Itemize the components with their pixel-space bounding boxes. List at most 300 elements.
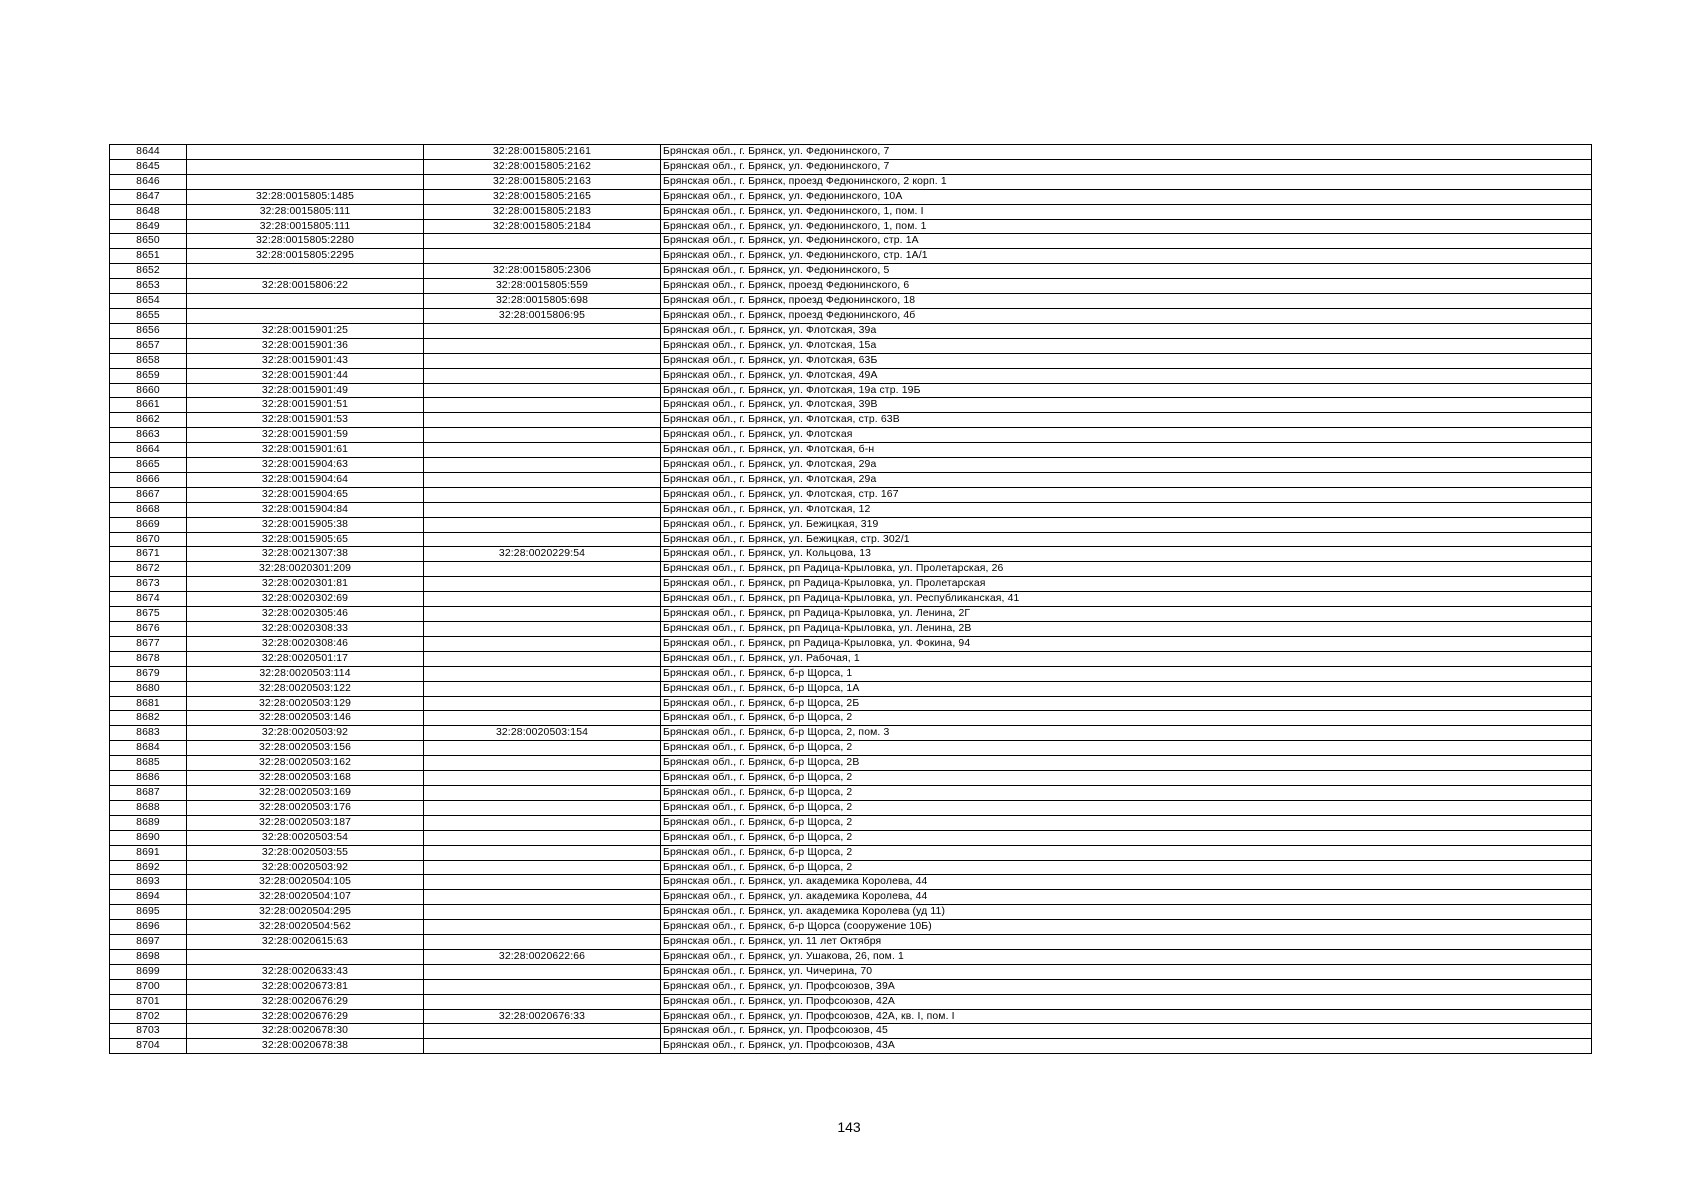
cadastral-number-cell: 32:28:0020676:29 — [187, 1009, 424, 1024]
table-row — [110, 1024, 1592, 1039]
cadastral-number-cell: 32:28:0020503:146 — [187, 711, 424, 726]
related-cadastral-number-cell — [424, 592, 661, 607]
table-row — [110, 666, 1592, 681]
address-cell: Брянская обл., г. Брянск, б-р Щорса, 2 — [661, 711, 1592, 726]
table-row — [110, 428, 1592, 443]
cadastral-number-cell: 32:28:0015905:38 — [187, 517, 424, 532]
cadastral-number-cell: 32:28:0015805:111 — [187, 219, 424, 234]
row-number-cell: 8659 — [110, 368, 187, 383]
related-cadastral-number-cell — [424, 681, 661, 696]
row-number-cell: 8691 — [110, 845, 187, 860]
row-number-cell: 8661 — [110, 398, 187, 413]
row-number-cell: 8666 — [110, 472, 187, 487]
address-cell: Брянская обл., г. Брянск, рп Радица-Крыловка, ул. Пролетарская, 26 — [661, 562, 1592, 577]
related-cadastral-number-cell: 32:28:0015805:2184 — [424, 219, 661, 234]
table-row — [110, 726, 1592, 741]
cadastral-number-cell: 32:28:0015901:43 — [187, 353, 424, 368]
related-cadastral-number-cell — [424, 458, 661, 473]
table-row — [110, 532, 1592, 547]
table-row — [110, 562, 1592, 577]
table-row — [110, 920, 1592, 935]
related-cadastral-number-cell: 32:28:0015805:2161 — [424, 145, 661, 160]
related-cadastral-number-cell — [424, 517, 661, 532]
cadastral-number-cell: 32:28:0020504:562 — [187, 920, 424, 935]
cadastral-number-cell: 32:28:0020503:129 — [187, 696, 424, 711]
row-number-cell: 8695 — [110, 905, 187, 920]
table-row — [110, 607, 1592, 622]
related-cadastral-number-cell — [424, 472, 661, 487]
related-cadastral-number-cell: 32:28:0015805:2306 — [424, 264, 661, 279]
cadastral-number-cell: 32:28:0020503:168 — [187, 771, 424, 786]
address-cell: Брянская обл., г. Брянск, ул. Флотская, б-н — [661, 443, 1592, 458]
cadastral-number-cell: 32:28:0015805:111 — [187, 204, 424, 219]
related-cadastral-number-cell — [424, 368, 661, 383]
cadastral-number-cell: 32:28:0020301:81 — [187, 577, 424, 592]
address-cell: Брянская обл., г. Брянск, ул. академика Королева, 44 — [661, 890, 1592, 905]
cadastral-number-cell: 32:28:0015901:25 — [187, 323, 424, 338]
related-cadastral-number-cell — [424, 398, 661, 413]
address-cell: Брянская обл., г. Брянск, ул. Флотская, 15а — [661, 338, 1592, 353]
address-cell: Брянская обл., г. Брянск, ул. Флотская, стр. 167 — [661, 487, 1592, 502]
related-cadastral-number-cell — [424, 502, 661, 517]
table-row — [110, 517, 1592, 532]
related-cadastral-number-cell: 32:28:0015805:698 — [424, 294, 661, 309]
cadastral-number-cell: 32:28:0015805:2280 — [187, 234, 424, 249]
cadastral-number-cell: 32:28:0015904:64 — [187, 472, 424, 487]
table-row — [110, 622, 1592, 637]
address-cell: Брянская обл., г. Брянск, проезд Федюнинского, 6 — [661, 279, 1592, 294]
cadastral-number-cell: 32:28:0020305:46 — [187, 607, 424, 622]
table-row — [110, 771, 1592, 786]
page-number: 143 — [837, 1119, 861, 1135]
row-number-cell: 8682 — [110, 711, 187, 726]
row-number-cell: 8674 — [110, 592, 187, 607]
table-row — [110, 249, 1592, 264]
related-cadastral-number-cell — [424, 651, 661, 666]
cadastral-number-cell: 32:28:0020503:162 — [187, 756, 424, 771]
row-number-cell: 8702 — [110, 1009, 187, 1024]
related-cadastral-number-cell — [424, 711, 661, 726]
cadastral-number-cell — [187, 949, 424, 964]
row-number-cell: 8670 — [110, 532, 187, 547]
address-cell: Брянская обл., г. Брянск, ул. Кольцова, 13 — [661, 547, 1592, 562]
related-cadastral-number-cell — [424, 860, 661, 875]
table-row — [110, 785, 1592, 800]
row-number-cell: 8645 — [110, 159, 187, 174]
table-row — [110, 756, 1592, 771]
related-cadastral-number-cell — [424, 845, 661, 860]
table-row — [110, 905, 1592, 920]
table-row — [110, 935, 1592, 950]
row-number-cell: 8675 — [110, 607, 187, 622]
address-cell: Брянская обл., г. Брянск, б-р Щорса, 2 — [661, 800, 1592, 815]
address-cell: Брянская обл., г. Брянск, ул. Бежицкая, 319 — [661, 517, 1592, 532]
table-row — [110, 443, 1592, 458]
table-row — [110, 547, 1592, 562]
address-cell: Брянская обл., г. Брянск, ул. Профсоюзов, 39А — [661, 979, 1592, 994]
cadastral-number-cell: 32:28:0020503:92 — [187, 860, 424, 875]
address-cell: Брянская обл., г. Брянск, рп Радица-Крыловка, ул. Пролетарская — [661, 577, 1592, 592]
address-cell: Брянская обл., г. Брянск, б-р Щорса, 2 — [661, 860, 1592, 875]
table-row — [110, 398, 1592, 413]
cadastral-number-cell: 32:28:0015901:36 — [187, 338, 424, 353]
related-cadastral-number-cell — [424, 562, 661, 577]
cadastral-number-cell: 32:28:0020678:38 — [187, 1039, 424, 1054]
address-cell: Брянская обл., г. Брянск, ул. Флотская, 29а — [661, 472, 1592, 487]
cadastral-number-cell: 32:28:0020504:105 — [187, 875, 424, 890]
row-number-cell: 8660 — [110, 383, 187, 398]
row-number-cell: 8652 — [110, 264, 187, 279]
row-number-cell: 8677 — [110, 636, 187, 651]
table-row — [110, 472, 1592, 487]
table-row — [110, 458, 1592, 473]
property-registry-table — [109, 144, 1592, 1054]
cadastral-number-cell: 32:28:0020301:209 — [187, 562, 424, 577]
cadastral-number-cell: 32:28:0015905:65 — [187, 532, 424, 547]
cadastral-number-cell: 32:28:0015806:22 — [187, 279, 424, 294]
related-cadastral-number-cell — [424, 443, 661, 458]
address-cell: Брянская обл., г. Брянск, ул. Федюнинского, 1, пом. 1 — [661, 219, 1592, 234]
cadastral-number-cell: 32:28:0015904:63 — [187, 458, 424, 473]
row-number-cell: 8672 — [110, 562, 187, 577]
table-row — [110, 1009, 1592, 1024]
row-number-cell: 8646 — [110, 174, 187, 189]
table-row — [110, 979, 1592, 994]
related-cadastral-number-cell — [424, 696, 661, 711]
row-number-cell: 8665 — [110, 458, 187, 473]
address-cell: Брянская обл., г. Брянск, б-р Щорса, 2В — [661, 756, 1592, 771]
address-cell: Брянская обл., г. Брянск, рп Радица-Крыловка, ул. Республиканская, 41 — [661, 592, 1592, 607]
row-number-cell: 8686 — [110, 771, 187, 786]
address-cell: Брянская обл., г. Брянск, ул. Профсоюзов, 45 — [661, 1024, 1592, 1039]
related-cadastral-number-cell — [424, 249, 661, 264]
cadastral-number-cell: 32:28:0020503:54 — [187, 830, 424, 845]
row-number-cell: 8663 — [110, 428, 187, 443]
table-row — [110, 308, 1592, 323]
row-number-cell: 8704 — [110, 1039, 187, 1054]
table-row — [110, 383, 1592, 398]
related-cadastral-number-cell: 32:28:0015805:2165 — [424, 189, 661, 204]
related-cadastral-number-cell: 32:28:0020229:54 — [424, 547, 661, 562]
row-number-cell: 8696 — [110, 920, 187, 935]
cadastral-number-cell — [187, 264, 424, 279]
cadastral-number-cell: 32:28:0020673:81 — [187, 979, 424, 994]
table-row — [110, 696, 1592, 711]
row-number-cell: 8679 — [110, 666, 187, 681]
cadastral-number-cell: 32:28:0015901:44 — [187, 368, 424, 383]
cadastral-number-cell: 32:28:0015904:65 — [187, 487, 424, 502]
address-cell: Брянская обл., г. Брянск, б-р Щорса, 2 — [661, 771, 1592, 786]
table-row — [110, 174, 1592, 189]
address-cell: Брянская обл., г. Брянск, рп Радица-Крыловка, ул. Фокина, 94 — [661, 636, 1592, 651]
address-cell: Брянская обл., г. Брянск, б-р Щорса, 2 — [661, 845, 1592, 860]
address-cell: Брянская обл., г. Брянск, ул. Флотская, 29а — [661, 458, 1592, 473]
address-cell: Брянская обл., г. Брянск, ул. Рабочая, 1 — [661, 651, 1592, 666]
table-row — [110, 145, 1592, 160]
row-number-cell: 8662 — [110, 413, 187, 428]
row-number-cell: 8644 — [110, 145, 187, 160]
table-row — [110, 830, 1592, 845]
table-row — [110, 219, 1592, 234]
row-number-cell: 8698 — [110, 949, 187, 964]
row-number-cell: 8700 — [110, 979, 187, 994]
related-cadastral-number-cell — [424, 323, 661, 338]
table-row — [110, 964, 1592, 979]
related-cadastral-number-cell — [424, 890, 661, 905]
related-cadastral-number-cell — [424, 234, 661, 249]
address-cell: Брянская обл., г. Брянск, б-р Щорса (сооружение 10Б) — [661, 920, 1592, 935]
address-cell: Брянская обл., г. Брянск, б-р Щорса, 1А — [661, 681, 1592, 696]
related-cadastral-number-cell: 32:28:0015805:2163 — [424, 174, 661, 189]
cadastral-number-cell: 32:28:0015901:59 — [187, 428, 424, 443]
address-cell: Брянская обл., г. Брянск, ул. Флотская, 12 — [661, 502, 1592, 517]
related-cadastral-number-cell — [424, 800, 661, 815]
related-cadastral-number-cell — [424, 413, 661, 428]
cadastral-number-cell: 32:28:0020678:30 — [187, 1024, 424, 1039]
cadastral-number-cell: 32:28:0020503:55 — [187, 845, 424, 860]
address-cell: Брянская обл., г. Брянск, рп Радица-Крыловка, ул. Ленина, 2В — [661, 622, 1592, 637]
row-number-cell: 8653 — [110, 279, 187, 294]
table-row — [110, 204, 1592, 219]
table-body — [110, 145, 1592, 1054]
address-cell: Брянская обл., г. Брянск, ул. Федюнинского, 1, пом. I — [661, 204, 1592, 219]
table-row — [110, 592, 1592, 607]
address-cell: Брянская обл., г. Брянск, б-р Щорса, 1 — [661, 666, 1592, 681]
table-row — [110, 189, 1592, 204]
related-cadastral-number-cell — [424, 905, 661, 920]
address-cell: Брянская обл., г. Брянск, ул. академика Королева (уд 11) — [661, 905, 1592, 920]
related-cadastral-number-cell — [424, 875, 661, 890]
row-number-cell: 8697 — [110, 935, 187, 950]
row-number-cell: 8676 — [110, 622, 187, 637]
cadastral-number-cell: 32:28:0020503:169 — [187, 785, 424, 800]
related-cadastral-number-cell — [424, 607, 661, 622]
table-row — [110, 338, 1592, 353]
address-cell: Брянская обл., г. Брянск, б-р Щорса, 2Б — [661, 696, 1592, 711]
row-number-cell: 8703 — [110, 1024, 187, 1039]
cadastral-number-cell: 32:28:0020302:69 — [187, 592, 424, 607]
address-cell: Брянская обл., г. Брянск, ул. 11 лет Октября — [661, 935, 1592, 950]
cadastral-number-cell — [187, 159, 424, 174]
row-number-cell: 8656 — [110, 323, 187, 338]
address-cell: Брянская обл., г. Брянск, ул. Флотская, 19а стр. 19Б — [661, 383, 1592, 398]
row-number-cell: 8687 — [110, 785, 187, 800]
row-number-cell: 8692 — [110, 860, 187, 875]
related-cadastral-number-cell — [424, 338, 661, 353]
row-number-cell: 8647 — [110, 189, 187, 204]
related-cadastral-number-cell: 32:28:0020676:33 — [424, 1009, 661, 1024]
table-row — [110, 994, 1592, 1009]
address-cell: Брянская обл., г. Брянск, б-р Щорса, 2 — [661, 830, 1592, 845]
related-cadastral-number-cell: 32:28:0015805:2162 — [424, 159, 661, 174]
address-cell: Брянская обл., г. Брянск, б-р Щорса, 2 — [661, 741, 1592, 756]
address-cell: Брянская обл., г. Брянск, ул. Бежицкая, стр. 302/1 — [661, 532, 1592, 547]
row-number-cell: 8680 — [110, 681, 187, 696]
address-cell: Брянская обл., г. Брянск, ул. Чичерина, 70 — [661, 964, 1592, 979]
row-number-cell: 8688 — [110, 800, 187, 815]
cadastral-number-cell: 32:28:0020676:29 — [187, 994, 424, 1009]
table-row — [110, 681, 1592, 696]
address-cell: Брянская обл., г. Брянск, б-р Щорса, 2, пом. 3 — [661, 726, 1592, 741]
address-cell: Брянская обл., г. Брянск, ул. Флотская, 39В — [661, 398, 1592, 413]
related-cadastral-number-cell: 32:28:0015805:2183 — [424, 204, 661, 219]
related-cadastral-number-cell: 32:28:0020622:66 — [424, 949, 661, 964]
address-cell: Брянская обл., г. Брянск, ул. Федюнинского, 7 — [661, 145, 1592, 160]
row-number-cell: 8648 — [110, 204, 187, 219]
row-number-cell: 8664 — [110, 443, 187, 458]
address-cell: Брянская обл., г. Брянск, ул. Федюнинского, стр. 1А — [661, 234, 1592, 249]
related-cadastral-number-cell — [424, 577, 661, 592]
address-cell: Брянская обл., г. Брянск, ул. Флотская, 49А — [661, 368, 1592, 383]
address-cell: Брянская обл., г. Брянск, проезд Федюнинского, 4б — [661, 308, 1592, 323]
row-number-cell: 8701 — [110, 994, 187, 1009]
row-number-cell: 8690 — [110, 830, 187, 845]
related-cadastral-number-cell — [424, 756, 661, 771]
row-number-cell: 8655 — [110, 308, 187, 323]
row-number-cell: 8685 — [110, 756, 187, 771]
row-number-cell: 8694 — [110, 890, 187, 905]
cadastral-number-cell: 32:28:0015901:61 — [187, 443, 424, 458]
related-cadastral-number-cell — [424, 994, 661, 1009]
table-row — [110, 845, 1592, 860]
related-cadastral-number-cell — [424, 1039, 661, 1054]
address-cell: Брянская обл., г. Брянск, ул. Федюнинского, стр. 1А/1 — [661, 249, 1592, 264]
table-row — [110, 294, 1592, 309]
address-cell: Брянская обл., г. Брянск, ул. Флотская, 63Б — [661, 353, 1592, 368]
cadastral-number-cell: 32:28:0020633:43 — [187, 964, 424, 979]
related-cadastral-number-cell — [424, 353, 661, 368]
row-number-cell: 8669 — [110, 517, 187, 532]
address-cell: Брянская обл., г. Брянск, ул. академика Королева, 44 — [661, 875, 1592, 890]
address-cell: Брянская обл., г. Брянск, ул. Профсоюзов, 42А — [661, 994, 1592, 1009]
cadastral-number-cell: 32:28:0015904:84 — [187, 502, 424, 517]
related-cadastral-number-cell — [424, 785, 661, 800]
cadastral-number-cell: 32:28:0020504:107 — [187, 890, 424, 905]
cadastral-number-cell: 32:28:0020615:63 — [187, 935, 424, 950]
row-number-cell: 8673 — [110, 577, 187, 592]
table-row — [110, 741, 1592, 756]
address-cell: Брянская обл., г. Брянск, проезд Федюнинского, 2 корп. 1 — [661, 174, 1592, 189]
row-number-cell: 8657 — [110, 338, 187, 353]
table-row — [110, 413, 1592, 428]
related-cadastral-number-cell — [424, 532, 661, 547]
table-row — [110, 279, 1592, 294]
related-cadastral-number-cell — [424, 771, 661, 786]
table-row — [110, 711, 1592, 726]
row-number-cell: 8684 — [110, 741, 187, 756]
row-number-cell: 8689 — [110, 815, 187, 830]
address-cell: Брянская обл., г. Брянск, ул. Флотская, 39а — [661, 323, 1592, 338]
cadastral-number-cell — [187, 174, 424, 189]
table-row — [110, 636, 1592, 651]
table-row — [110, 159, 1592, 174]
address-cell: Брянская обл., г. Брянск, ул. Профсоюзов, 43А — [661, 1039, 1592, 1054]
cadastral-number-cell: 32:28:0020501:17 — [187, 651, 424, 666]
row-number-cell: 8683 — [110, 726, 187, 741]
related-cadastral-number-cell — [424, 830, 661, 845]
related-cadastral-number-cell — [424, 741, 661, 756]
related-cadastral-number-cell — [424, 964, 661, 979]
cadastral-number-cell — [187, 294, 424, 309]
table-row — [110, 264, 1592, 279]
cadastral-number-cell: 32:28:0020308:33 — [187, 622, 424, 637]
cadastral-number-cell — [187, 145, 424, 160]
related-cadastral-number-cell — [424, 815, 661, 830]
address-cell: Брянская обл., г. Брянск, ул. Федюнинского, 7 — [661, 159, 1592, 174]
table-row — [110, 487, 1592, 502]
table-row — [110, 1039, 1592, 1054]
related-cadastral-number-cell — [424, 428, 661, 443]
row-number-cell: 8649 — [110, 219, 187, 234]
related-cadastral-number-cell — [424, 935, 661, 950]
related-cadastral-number-cell — [424, 622, 661, 637]
table-row — [110, 815, 1592, 830]
related-cadastral-number-cell: 32:28:0015806:95 — [424, 308, 661, 323]
table-row — [110, 502, 1592, 517]
row-number-cell: 8671 — [110, 547, 187, 562]
address-cell: Брянская обл., г. Брянск, б-р Щорса, 2 — [661, 785, 1592, 800]
row-number-cell: 8658 — [110, 353, 187, 368]
related-cadastral-number-cell — [424, 979, 661, 994]
table-row — [110, 890, 1592, 905]
table-row — [110, 860, 1592, 875]
row-number-cell: 8693 — [110, 875, 187, 890]
cadastral-number-cell: 32:28:0020503:92 — [187, 726, 424, 741]
address-cell: Брянская обл., г. Брянск, ул. Ушакова, 26, пом. 1 — [661, 949, 1592, 964]
related-cadastral-number-cell — [424, 383, 661, 398]
address-cell: Брянская обл., г. Брянск, б-р Щорса, 2 — [661, 815, 1592, 830]
table-row — [110, 234, 1592, 249]
related-cadastral-number-cell — [424, 487, 661, 502]
cadastral-number-cell: 32:28:0015901:53 — [187, 413, 424, 428]
related-cadastral-number-cell — [424, 920, 661, 935]
row-number-cell: 8651 — [110, 249, 187, 264]
cadastral-number-cell: 32:28:0020503:187 — [187, 815, 424, 830]
table-row — [110, 800, 1592, 815]
table-row — [110, 949, 1592, 964]
cadastral-number-cell: 32:28:0020503:176 — [187, 800, 424, 815]
cadastral-number-cell: 32:28:0021307:38 — [187, 547, 424, 562]
row-number-cell: 8699 — [110, 964, 187, 979]
related-cadastral-number-cell: 32:28:0015805:559 — [424, 279, 661, 294]
related-cadastral-number-cell — [424, 636, 661, 651]
table-row — [110, 875, 1592, 890]
cadastral-number-cell: 32:28:0020504:295 — [187, 905, 424, 920]
row-number-cell: 8667 — [110, 487, 187, 502]
address-cell: Брянская обл., г. Брянск, ул. Флотская, стр. 63В — [661, 413, 1592, 428]
table-row — [110, 651, 1592, 666]
address-cell: Брянская обл., г. Брянск, ул. Флотская — [661, 428, 1592, 443]
cadastral-number-cell: 32:28:0020503:156 — [187, 741, 424, 756]
cadastral-number-cell: 32:28:0015805:1485 — [187, 189, 424, 204]
cadastral-number-cell: 32:28:0015805:2295 — [187, 249, 424, 264]
row-number-cell: 8668 — [110, 502, 187, 517]
address-cell: Брянская обл., г. Брянск, рп Радица-Крыловка, ул. Ленина, 2Г — [661, 607, 1592, 622]
row-number-cell: 8678 — [110, 651, 187, 666]
related-cadastral-number-cell — [424, 666, 661, 681]
row-number-cell: 8681 — [110, 696, 187, 711]
address-cell: Брянская обл., г. Брянск, ул. Федюнинского, 5 — [661, 264, 1592, 279]
cadastral-number-cell — [187, 308, 424, 323]
table-row — [110, 353, 1592, 368]
row-number-cell: 8654 — [110, 294, 187, 309]
cadastral-number-cell: 32:28:0015901:49 — [187, 383, 424, 398]
related-cadastral-number-cell — [424, 1024, 661, 1039]
table-row — [110, 323, 1592, 338]
address-cell: Брянская обл., г. Брянск, проезд Федюнинского, 18 — [661, 294, 1592, 309]
address-cell: Брянская обл., г. Брянск, ул. Профсоюзов, 42А, кв. I, пом. I — [661, 1009, 1592, 1024]
cadastral-number-cell: 32:28:0020308:46 — [187, 636, 424, 651]
